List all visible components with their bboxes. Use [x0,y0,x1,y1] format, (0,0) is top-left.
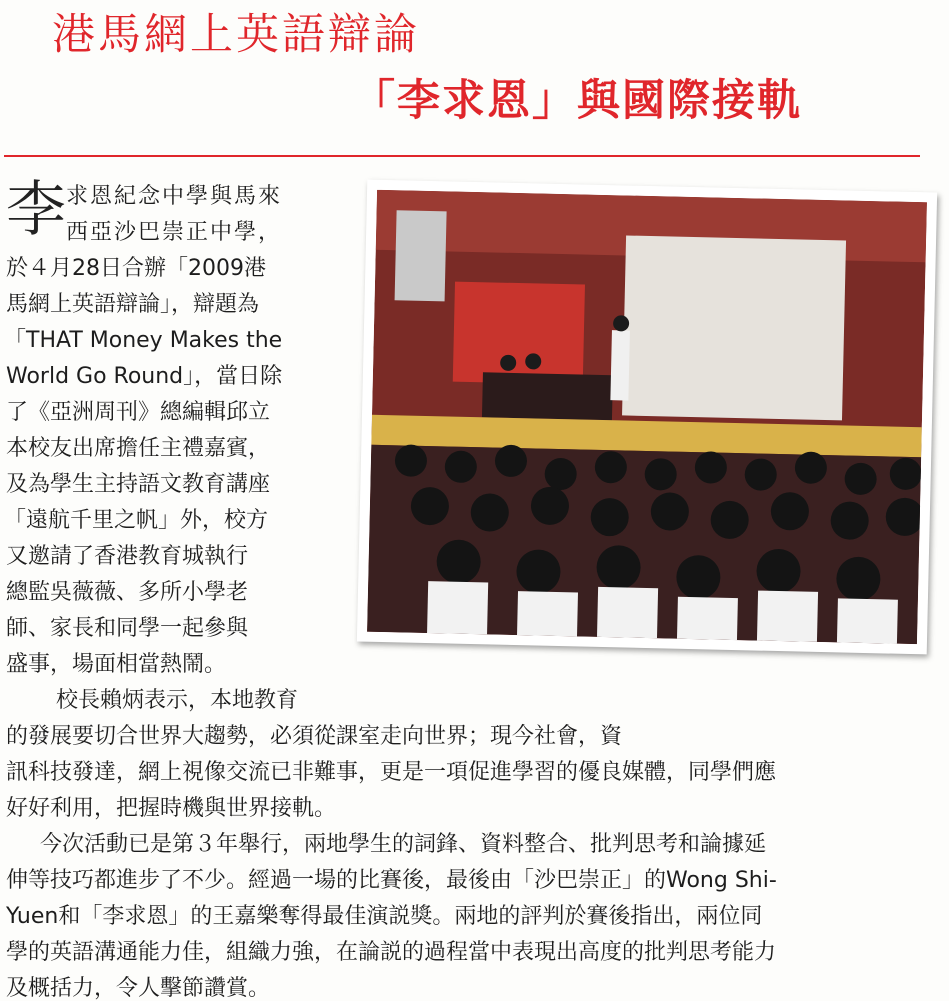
headline-line-2: 「李求恩」與國際接軌 [352,76,802,126]
article-line: 及概括力，令人擊節讚賞。 [6,976,271,1001]
article-line: 師、家長和同學一起參與 [6,616,249,641]
article-line: 於４月28日合辦「2009港 [6,256,266,281]
article-line: 的發展要切合世界大趨勢，必須從課室走向世界；現今社會，資 [6,724,623,749]
article-line: 馬網上英語辯論」，辯題為 [6,292,260,317]
drop-cap: 李 [6,175,66,245]
article-line: 好好利用，把握時機與世界接軌。 [6,796,337,821]
article-line: 求恩紀念中學與馬來 [66,184,283,209]
article-line: 學的英語溝通能力佳，組織力強，在論説的過程當中表現出高度的批判思考能力 [6,940,777,965]
article-line: 西亞沙巴崇正中學， [66,220,283,245]
article-line: 今次活動已是第３年舉行，兩地學生的詞鋒、資料整合、批判思考和論據延 [40,832,767,857]
projection-screen [622,235,846,420]
article-line: Yuen和「李求恩」的王嘉樂奪得最佳演説獎。兩地的評判於賽後指出，兩位同 [6,904,763,929]
article-line: 「THAT Money Makes the [4,328,283,353]
article-line: 及為學生主持語文教育講座 [6,472,271,497]
headline-rule [4,155,920,157]
article-line: 「遠航千里之帆」外，校方 [4,508,269,533]
event-photo [357,180,937,655]
article-line: 校長賴炳表示，本地教育 [56,688,299,713]
article-line: 盛事，場面相當熱鬧。 [6,652,227,677]
article-line: World Go Round」，當日除 [6,364,283,389]
article-line: 又邀請了香港教育城執行 [6,544,249,569]
article-line: 訊科技發達，網上視像交流已非難事，更是一項促進學習的優良媒體，同學們應 [6,760,777,785]
article-line: 總監吳薇薇、多所小學老 [6,580,249,605]
debate-hall-photo [367,190,927,644]
article-line: 本校友出席擔任主禮嘉賓， [6,436,271,461]
article-line: 了《亞洲周刊》總編輯邱立 [6,400,271,425]
article-line: 伸等技巧都進步了不少。經過一場的比賽後，最後由「沙巴崇正」的Wong Shi- [6,868,777,893]
headline-line-1: 港馬網上英語辯論 [52,10,420,60]
